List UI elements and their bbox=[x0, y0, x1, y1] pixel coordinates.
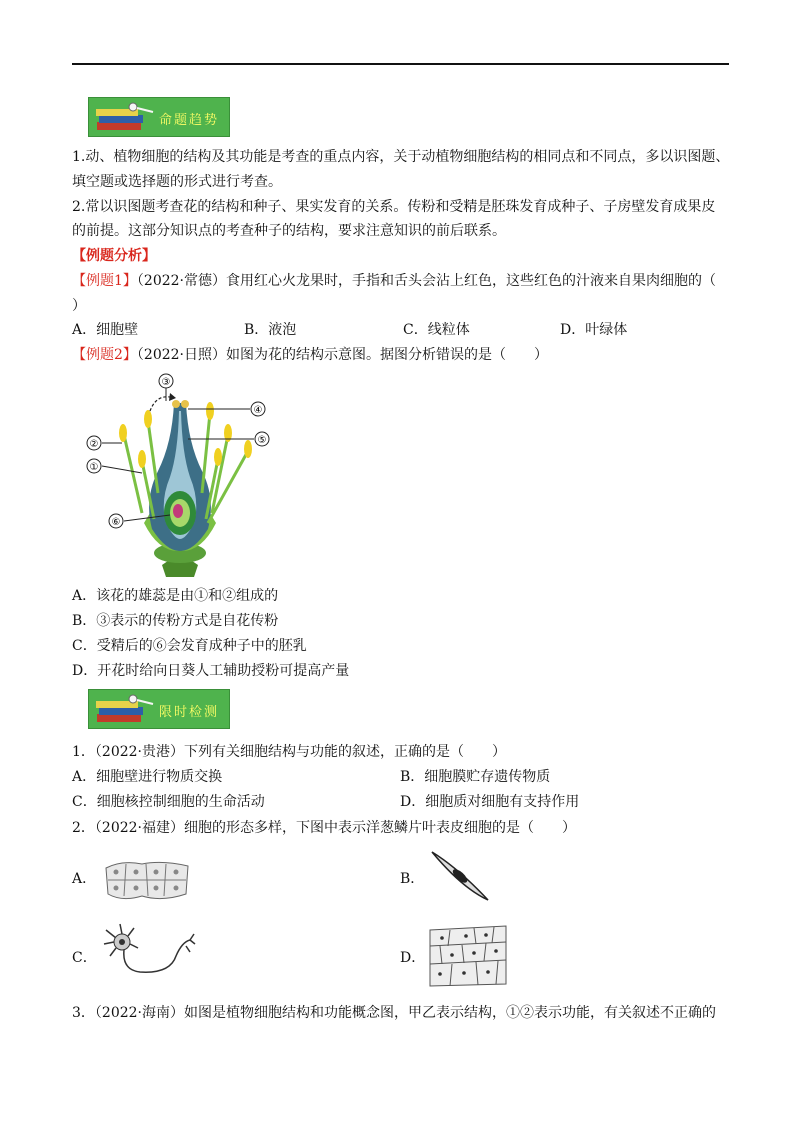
q2-option-a: A． bbox=[72, 871, 97, 887]
books-icon bbox=[95, 694, 155, 726]
onion-epidermis-image bbox=[428, 924, 508, 988]
example1-option-a: A．细胞壁 bbox=[72, 322, 139, 338]
header-rule bbox=[72, 63, 729, 65]
example2-question bbox=[72, 345, 548, 365]
example1-option-c: C．线粒体 bbox=[403, 322, 470, 338]
q1-option-b: B．细胞膜贮存遗传物质 bbox=[400, 769, 551, 785]
q1-option-d: D．细胞质对细胞有支持作用 bbox=[400, 794, 580, 810]
trend-line: 的前提。这部分知识点的考查种子的结构，要求注意知识的前后联系。 bbox=[72, 223, 506, 239]
books-icon bbox=[95, 102, 155, 134]
q1-option-a: A．细胞壁进行物质交换 bbox=[72, 769, 223, 785]
test-banner-label: 限时检测 bbox=[159, 705, 220, 720]
q2-option-d: D． bbox=[400, 950, 426, 966]
trend-banner-label: 命题趋势 bbox=[159, 113, 220, 128]
trend-line: 2.常以识图题考查花的结构和种子、果实发育的关系。传粉和受精是胚珠发育成种子、子房壁发育成果皮 bbox=[72, 199, 716, 215]
trend-banner bbox=[88, 97, 230, 137]
q2-option-b: B． bbox=[400, 871, 425, 887]
example1-text: （2022·常德）食用红心火龙果时，手指和舌头会沾上红色，这些红色的汁液来自果肉细胞的（ bbox=[136, 273, 716, 289]
example2-option-c: C．受精后的⑥会发育成种子中的胚乳 bbox=[72, 638, 307, 654]
flower-diagram bbox=[78, 373, 298, 581]
flower-label-1: ① bbox=[89, 462, 99, 473]
q1-option-c: C．细胞核控制细胞的生命活动 bbox=[72, 794, 265, 810]
neuron-image bbox=[100, 920, 196, 984]
muscle-cell-image bbox=[428, 848, 492, 904]
flower-label-5: ⑤ bbox=[257, 435, 267, 446]
example-header: 【例题分析】 bbox=[72, 248, 156, 264]
trend-line: 1.动、植物细胞的结构及其功能是考查的重点内容，关于动植物细胞结构的相同点和不同点，多以识图题、 bbox=[72, 149, 730, 165]
example1-tag: 【例题1】 bbox=[72, 273, 137, 289]
q2-option-c: C． bbox=[72, 950, 97, 966]
example1-option-d: D．叶绿体 bbox=[560, 322, 628, 338]
example1-question bbox=[72, 271, 716, 291]
example1-text-cont: ） bbox=[72, 298, 86, 314]
q3-text: 3．（2022·海南）如图是植物细胞结构和功能概念图，甲乙表示结构，①②表示功能，有关叙述不正确的 bbox=[72, 1005, 716, 1021]
example2-option-b: B．③表示的传粉方式是自花传粉 bbox=[72, 613, 279, 629]
epithelial-cells-image bbox=[102, 858, 192, 902]
example2-option-d: D．开花时给向日葵人工辅助授粉可提高产量 bbox=[72, 663, 350, 679]
test-banner bbox=[88, 689, 230, 729]
q1-text: 1．（2022·贵港）下列有关细胞结构与功能的叙述，正确的是（ ） bbox=[72, 744, 506, 760]
trend-line: 填空题或选择题的形式进行考查。 bbox=[72, 174, 282, 190]
flower-label-4: ④ bbox=[253, 405, 263, 416]
flower-label-6: ⑥ bbox=[111, 517, 121, 528]
example2-text: （2022·日照）如图为花的结构示意图。据图分析错误的是（ ） bbox=[136, 347, 548, 363]
example2-tag: 【例题2】 bbox=[72, 347, 137, 363]
flower-label-2: ② bbox=[89, 439, 99, 450]
example1-option-b: B．液泡 bbox=[244, 322, 297, 338]
q2-text: 2．（2022·福建）细胞的形态多样，下图中表示洋葱鳞片叶表皮细胞的是（ ） bbox=[72, 820, 576, 836]
example2-option-a: A．该花的雄蕊是由①和②组成的 bbox=[72, 588, 279, 604]
flower-label-3: ③ bbox=[161, 377, 171, 388]
